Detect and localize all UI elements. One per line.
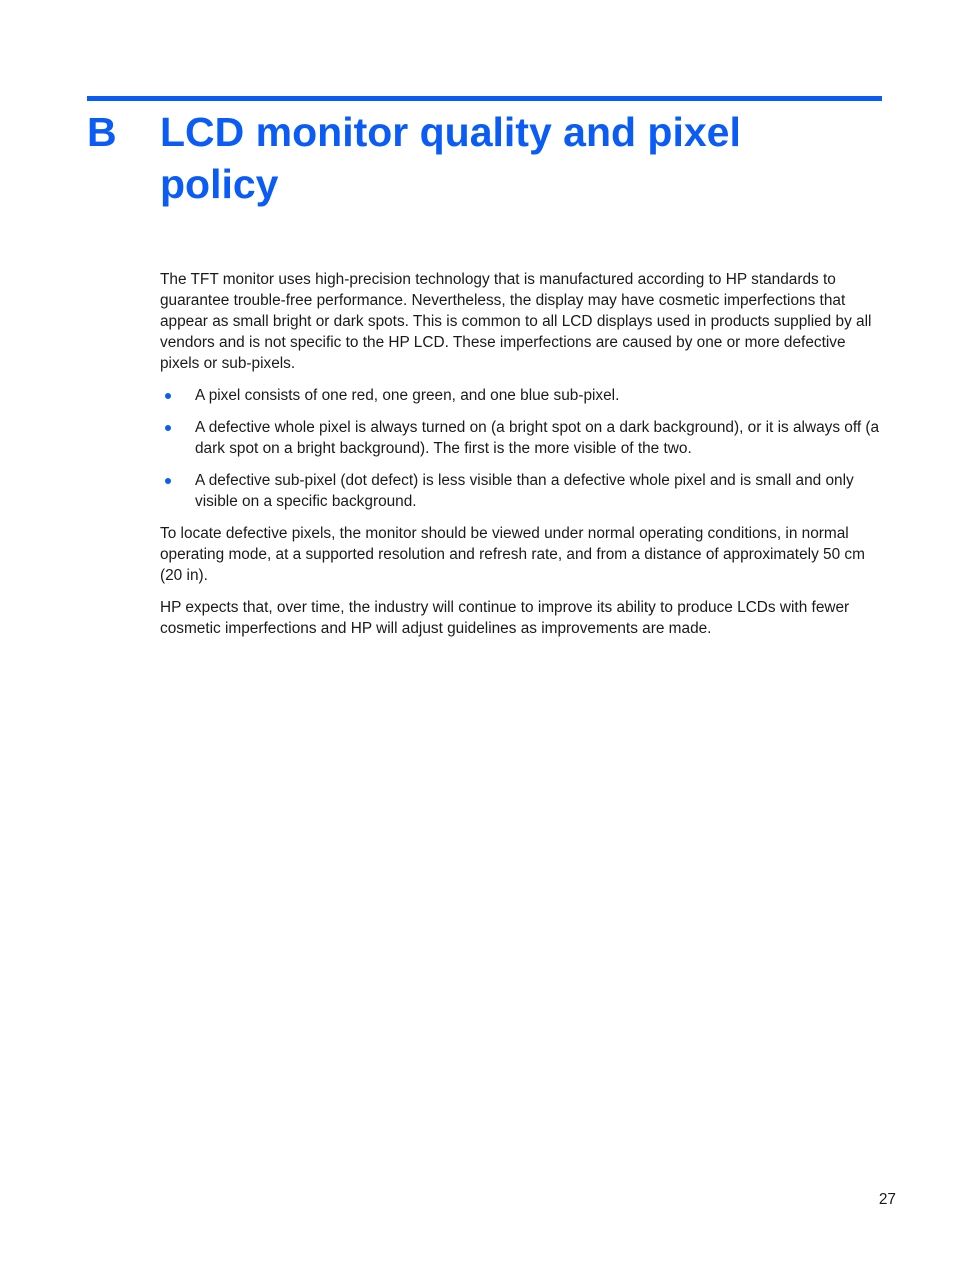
list-item-text: A pixel consists of one red, one green, and one blue sub-pixel. (195, 387, 620, 404)
list-item-text: A defective whole pixel is always turned on (a bright spot on a dark background), or it is always off (a dark spot on a bright background). The first is the more visible of the two. (195, 419, 880, 457)
chapter-letter: B (87, 109, 117, 155)
expectation-paragraph: HP expects that, over time, the industry will continue to improve its ability to produce LCDs with fewer cosmetic imperfections and HP will adjust guidelines as improvements are made. (160, 599, 850, 637)
bullet-icon (165, 393, 171, 399)
chapter-top-rule (87, 96, 882, 101)
bullet-icon (165, 478, 171, 484)
chapter-heading (87, 103, 882, 213)
list-item-text: A defective sub-pixel (dot defect) is less visible than a defective whole pixel and is small and only visible on a specific background. (195, 472, 854, 510)
list-item (160, 385, 880, 406)
chapter-title: LCD monitor quality and pixel policy (160, 109, 741, 207)
locate-paragraph: To locate defective pixels, the monitor should be viewed under normal operating conditions, in normal operating mode, at a supported resolution and refresh rate, and from a distance of approximately 50 cm (20 in). (160, 525, 865, 584)
page-number: 27 (878, 1191, 896, 1208)
chapter-body (160, 269, 880, 650)
pixel-defect-list (160, 385, 880, 512)
list-item (160, 417, 880, 459)
intro-paragraph: The TFT monitor uses high-precision technology that is manufactured according to HP standards to guarantee trouble-free performance. Nevertheless, the display may have cosmetic imperfections that appear as small bright or dark spots. This is common to all LCD displays used in products supplied by all vendors and is not specific to the HP LCD. These imperfections are caused by one or more defective pixels or sub-pixels. (160, 271, 872, 372)
list-item (160, 470, 880, 512)
bullet-icon (165, 425, 171, 431)
